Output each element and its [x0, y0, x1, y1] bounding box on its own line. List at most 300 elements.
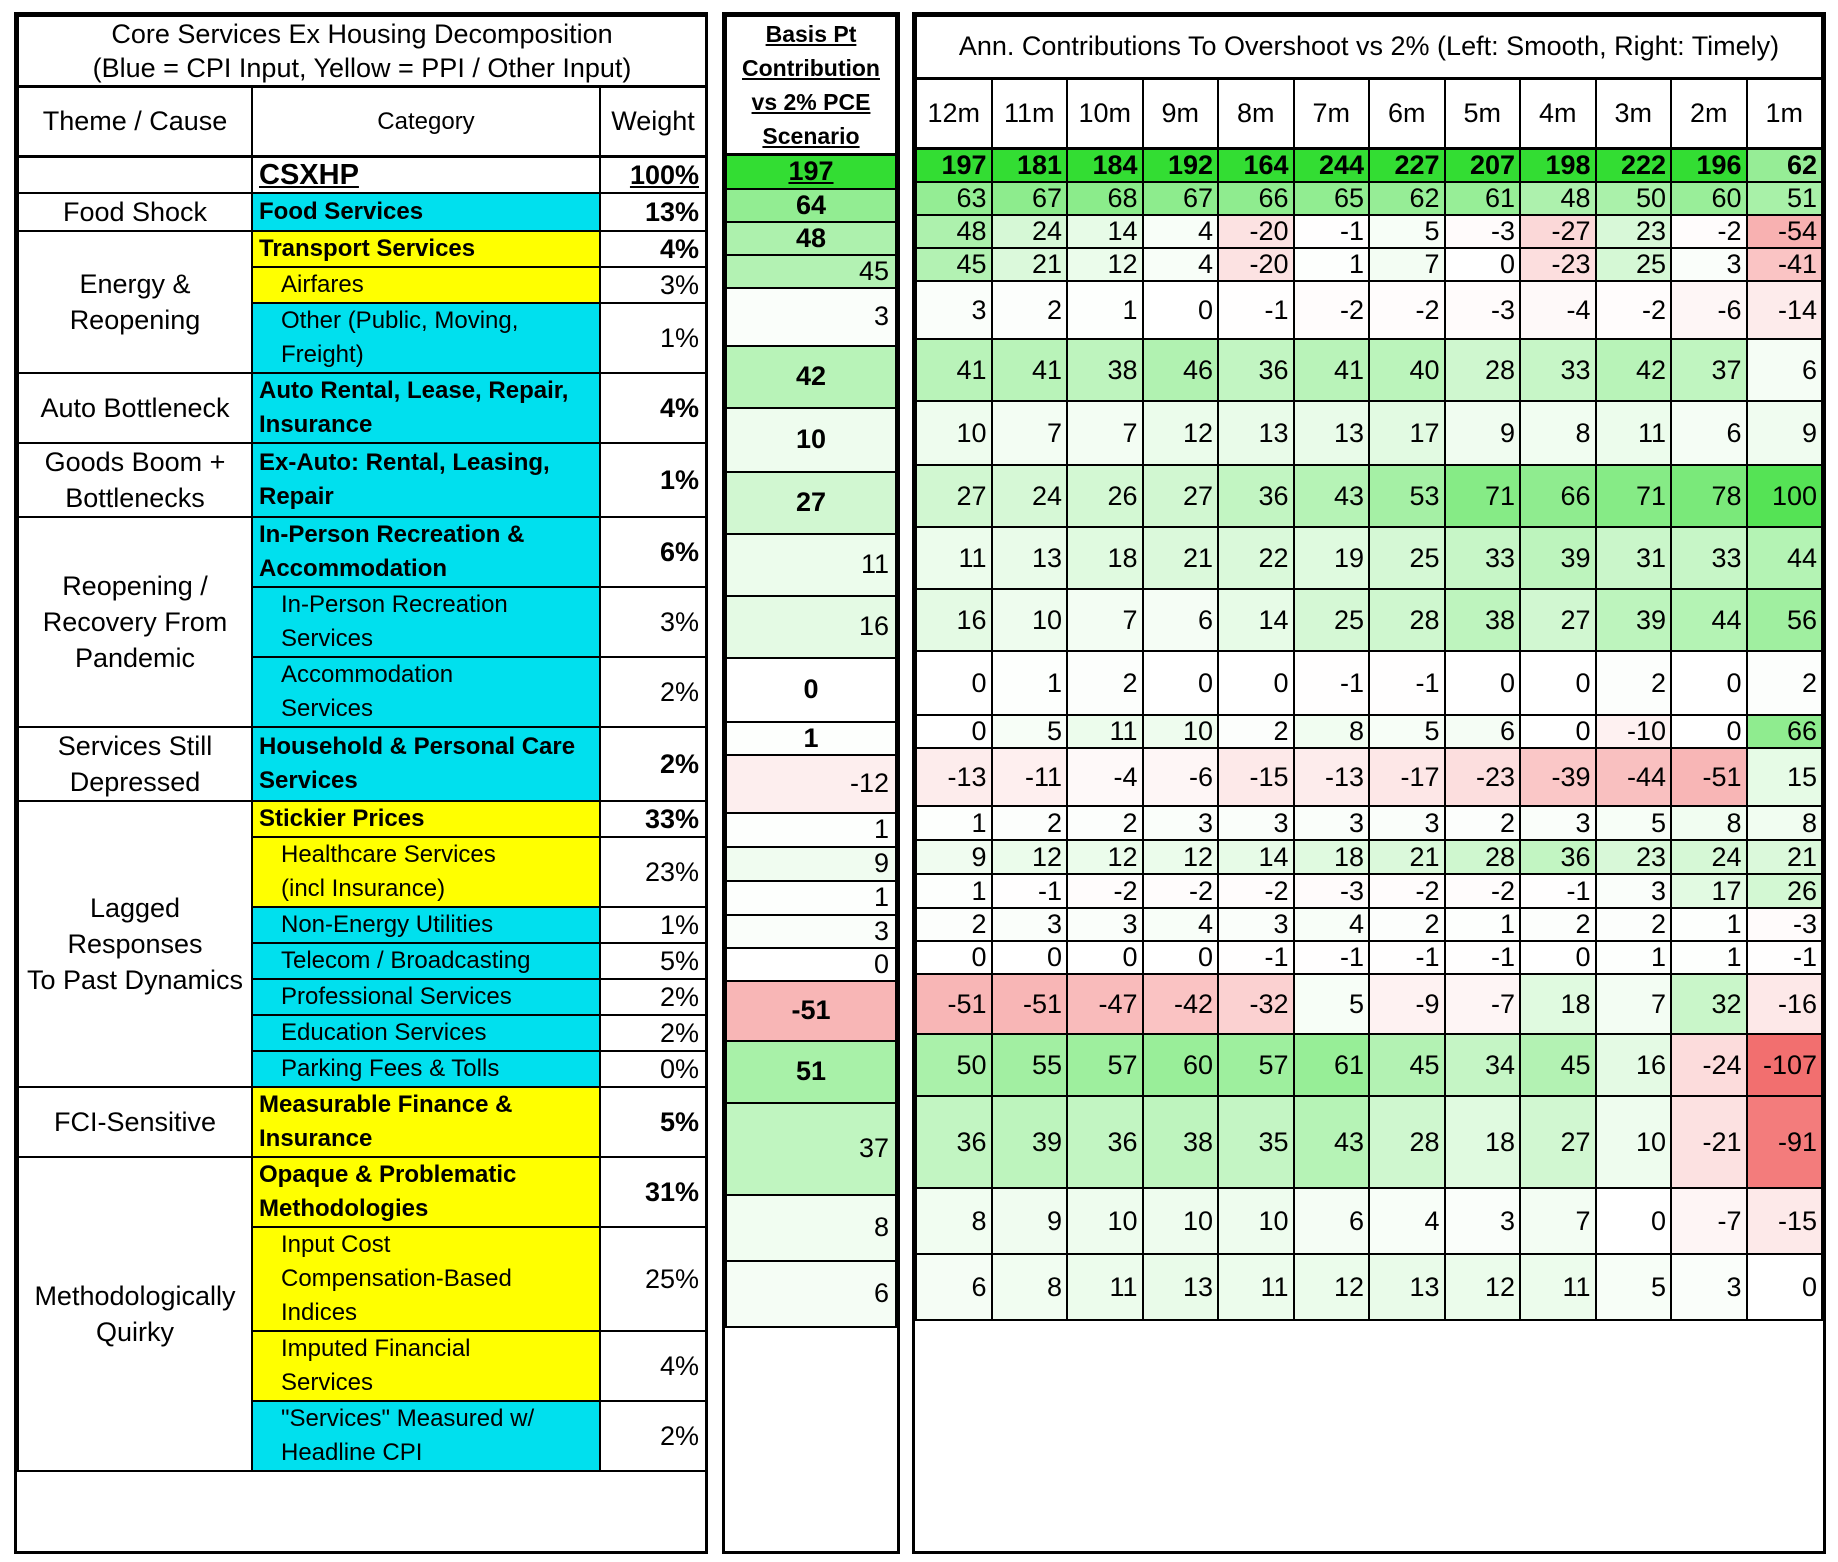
- value-cell: 0: [1143, 651, 1219, 715]
- value-cell: 38: [1143, 1096, 1219, 1188]
- left-panel: [14, 12, 708, 1554]
- value-row: [916, 715, 1822, 748]
- category-label-line: Auto Rental, Lease, Repair,: [259, 377, 569, 404]
- value-cell: 2: [1596, 908, 1672, 941]
- contribution-cell: 11: [726, 534, 896, 596]
- value-cell: 48: [916, 215, 992, 248]
- value-cell: 60: [1671, 182, 1747, 215]
- contribution-cell: -51: [726, 981, 896, 1041]
- value-cell: 10: [1143, 715, 1219, 748]
- value-cell: 2: [916, 908, 992, 941]
- value-cell: -1: [1294, 215, 1370, 248]
- weight-cell: 3%: [600, 587, 706, 657]
- weight-cell: 3%: [600, 267, 706, 303]
- period-header: 3m: [1596, 78, 1672, 148]
- value-cell: -20: [1218, 215, 1294, 248]
- table-row: [18, 193, 706, 231]
- value-cell: 7: [992, 401, 1068, 465]
- theme-cell: [18, 193, 252, 231]
- category-label-line: Services: [281, 1369, 374, 1396]
- value-cell: 12: [1067, 840, 1143, 874]
- value-cell: 31: [1596, 527, 1672, 589]
- value-cell: 3: [1218, 806, 1294, 840]
- category-label-line: Insurance: [259, 1125, 373, 1152]
- header-weight: Weight: [600, 87, 706, 157]
- category-label-line: Insurance: [259, 411, 373, 438]
- value-cell: 28: [1369, 1096, 1445, 1188]
- weight-cell: 5%: [600, 943, 706, 979]
- value-cell: 1: [1671, 941, 1747, 974]
- value-cell: 164: [1218, 148, 1294, 182]
- value-cell: 244: [1294, 148, 1370, 182]
- value-cell: -6: [1143, 748, 1219, 806]
- category-label-line: CSXHP: [259, 159, 359, 191]
- weight-cell: 2%: [600, 657, 706, 727]
- period-header: 10m: [1067, 78, 1143, 148]
- value-cell: 100: [1747, 465, 1823, 527]
- category-label-line: Services: [259, 767, 358, 794]
- contribution-cell: 10: [726, 408, 896, 472]
- value-cell: -54: [1747, 215, 1823, 248]
- contribution-cell: 27: [726, 472, 896, 534]
- mid-row: [726, 408, 896, 472]
- left-table: [17, 15, 707, 1472]
- value-cell: 1: [1067, 281, 1143, 339]
- mid-row: [726, 222, 896, 255]
- value-cell: 48: [1520, 182, 1596, 215]
- weight-cell: 2%: [600, 727, 706, 801]
- table-row: [18, 443, 706, 517]
- mid-row: [726, 1261, 896, 1327]
- category-label-line: Parking Fees & Tolls: [281, 1055, 500, 1082]
- value-cell: 3: [1143, 806, 1219, 840]
- theme-label-line: Reopening: [69, 305, 201, 335]
- value-row: [916, 589, 1822, 651]
- value-cell: 3: [1671, 248, 1747, 281]
- value-cell: 16: [916, 589, 992, 651]
- mid-row: [726, 915, 896, 948]
- theme-cell: [18, 443, 252, 517]
- category-cell: [252, 1401, 600, 1471]
- category-cell: [252, 193, 600, 231]
- value-cell: 23: [1596, 840, 1672, 874]
- value-cell: 0: [1596, 1188, 1672, 1254]
- weight-cell: 4%: [600, 373, 706, 443]
- value-row: [916, 974, 1822, 1034]
- category-cell: [252, 1051, 600, 1087]
- table-title: [18, 16, 706, 87]
- period-header: 7m: [1294, 78, 1370, 148]
- value-cell: 6: [1445, 715, 1521, 748]
- value-cell: 5: [1596, 806, 1672, 840]
- value-cell: -15: [1218, 748, 1294, 806]
- category-cell: [252, 303, 600, 373]
- value-row: [916, 527, 1822, 589]
- value-cell: -2: [1596, 281, 1672, 339]
- value-cell: 3: [1218, 908, 1294, 941]
- theme-label-line: Reopening /: [62, 571, 208, 601]
- value-cell: 10: [1218, 1188, 1294, 1254]
- category-label-line: Services: [281, 695, 374, 722]
- weight-cell: 1%: [600, 303, 706, 373]
- category-label-line: Indices: [281, 1299, 358, 1326]
- category-cell: [252, 1015, 600, 1051]
- value-cell: 33: [1520, 339, 1596, 401]
- value-cell: 13: [1143, 1254, 1219, 1320]
- value-cell: 41: [992, 339, 1068, 401]
- theme-cell: [18, 231, 252, 373]
- theme-label-line: Depressed: [69, 767, 201, 797]
- value-cell: 13: [1218, 401, 1294, 465]
- value-row: [916, 941, 1822, 974]
- header-theme: Theme / Cause: [18, 87, 252, 157]
- value-row: [916, 281, 1822, 339]
- value-cell: 13: [1369, 1254, 1445, 1320]
- value-row: [916, 148, 1822, 182]
- contribution-cell: 16: [726, 596, 896, 658]
- category-label-line: Ex-Auto: Rental, Leasing,: [259, 449, 550, 476]
- value-cell: 65: [1294, 182, 1370, 215]
- table-row: [18, 727, 706, 801]
- value-cell: 39: [1596, 589, 1672, 651]
- category-cell: [252, 373, 600, 443]
- mid-row: [726, 981, 896, 1041]
- mid-row: [726, 255, 896, 288]
- value-cell: -27: [1520, 215, 1596, 248]
- value-cell: 21: [992, 248, 1068, 281]
- value-cell: 10: [916, 401, 992, 465]
- weight-cell: 25%: [600, 1227, 706, 1331]
- weight-cell: 33%: [600, 801, 706, 837]
- value-cell: 12: [1143, 401, 1219, 465]
- value-cell: 12: [1067, 248, 1143, 281]
- value-cell: 21: [1369, 840, 1445, 874]
- value-cell: 11: [916, 527, 992, 589]
- value-cell: 2: [1596, 651, 1672, 715]
- contribution-cell: 1: [726, 881, 896, 915]
- title-line-1: Core Services Ex Housing Decomposition: [111, 19, 613, 49]
- value-cell: 24: [992, 465, 1068, 527]
- table-row: [18, 1157, 706, 1227]
- value-cell: 7: [1067, 589, 1143, 651]
- value-row: [916, 1254, 1822, 1320]
- value-cell: 57: [1067, 1034, 1143, 1096]
- category-cell: [252, 801, 600, 837]
- weight-cell: 23%: [600, 837, 706, 907]
- value-cell: -17: [1369, 748, 1445, 806]
- weight-cell: 2%: [600, 1401, 706, 1471]
- value-cell: 32: [1671, 974, 1747, 1034]
- value-cell: 207: [1445, 148, 1521, 182]
- value-cell: 14: [1218, 840, 1294, 874]
- theme-label-line: Auto Bottleneck: [40, 393, 230, 423]
- value-cell: -21: [1671, 1096, 1747, 1188]
- value-cell: 39: [1520, 527, 1596, 589]
- contribution-cell: 51: [726, 1041, 896, 1103]
- value-cell: 2: [1218, 715, 1294, 748]
- value-cell: 67: [992, 182, 1068, 215]
- category-label-line: Headline CPI: [281, 1439, 423, 1466]
- mid-table: [725, 15, 897, 1328]
- header-category: Category: [252, 87, 600, 157]
- value-cell: -107: [1747, 1034, 1823, 1096]
- contribution-cell: 45: [726, 255, 896, 288]
- period-header: 8m: [1218, 78, 1294, 148]
- value-cell: 12: [992, 840, 1068, 874]
- category-label-line: Accommodation: [281, 661, 454, 688]
- category-label-line: In-Person Recreation: [281, 591, 508, 618]
- value-row: [916, 651, 1822, 715]
- value-cell: 3: [1369, 806, 1445, 840]
- value-cell: -42: [1143, 974, 1219, 1034]
- value-cell: 71: [1445, 465, 1521, 527]
- value-cell: -51: [916, 974, 992, 1034]
- value-cell: 3: [992, 908, 1068, 941]
- value-cell: -3: [1294, 874, 1370, 908]
- value-cell: 0: [1520, 715, 1596, 748]
- value-cell: 10: [1067, 1188, 1143, 1254]
- value-cell: 26: [1747, 874, 1823, 908]
- value-cell: -2: [1067, 874, 1143, 908]
- category-label-line: Non-Energy Utilities: [281, 911, 494, 938]
- value-cell: -20: [1218, 248, 1294, 281]
- value-cell: -1: [1218, 281, 1294, 339]
- value-cell: 2: [992, 281, 1068, 339]
- value-cell: -44: [1596, 748, 1672, 806]
- value-cell: 15: [1747, 748, 1823, 806]
- category-label-line: Household & Personal Care: [259, 733, 576, 760]
- theme-label-line: Methodologically: [34, 1281, 236, 1311]
- value-cell: 12: [1294, 1254, 1370, 1320]
- weight-cell: 13%: [600, 193, 706, 231]
- value-cell: -1: [1747, 941, 1823, 974]
- value-cell: -41: [1747, 248, 1823, 281]
- mid-panel: [722, 12, 900, 1554]
- value-cell: 45: [916, 248, 992, 281]
- value-cell: 5: [1369, 715, 1445, 748]
- category-label-line: Opaque & Problematic: [259, 1161, 517, 1188]
- category-label-line: Accommodation: [259, 555, 448, 582]
- category-cell: [252, 517, 600, 587]
- value-cell: -7: [1671, 1188, 1747, 1254]
- category-cell: [252, 907, 600, 943]
- category-label-line: Methodologies: [259, 1195, 429, 1222]
- category-cell: [252, 157, 600, 194]
- value-row: [916, 401, 1822, 465]
- value-cell: 21: [1747, 840, 1823, 874]
- value-cell: 3: [1596, 874, 1672, 908]
- contribution-cell: 37: [726, 1103, 896, 1195]
- value-row: [916, 748, 1822, 806]
- value-cell: -1: [1294, 941, 1370, 974]
- contribution-cell: 64: [726, 189, 896, 222]
- value-cell: -3: [1445, 215, 1521, 248]
- value-cell: 2: [992, 806, 1068, 840]
- value-cell: 9: [916, 840, 992, 874]
- category-label-line: Airfares: [281, 271, 364, 298]
- table-row: [18, 1087, 706, 1157]
- contribution-cell: 0: [726, 948, 896, 981]
- category-label-line: "Services" Measured w/: [281, 1405, 535, 1432]
- contribution-cell: 1: [726, 813, 896, 847]
- value-cell: 38: [1067, 339, 1143, 401]
- value-cell: 4: [1294, 908, 1370, 941]
- category-label-line: Education Services: [281, 1019, 487, 1046]
- value-cell: 0: [1520, 651, 1596, 715]
- mid-header-line: Basis Pt: [765, 21, 857, 47]
- value-cell: 17: [1671, 874, 1747, 908]
- theme-cell: [18, 517, 252, 727]
- value-cell: 8: [1671, 806, 1747, 840]
- value-cell: 36: [916, 1096, 992, 1188]
- value-cell: 0: [916, 651, 992, 715]
- value-cell: 23: [1596, 215, 1672, 248]
- mid-row: [726, 472, 896, 534]
- value-cell: 8: [1747, 806, 1823, 840]
- value-cell: 44: [1747, 527, 1823, 589]
- value-row: [916, 465, 1822, 527]
- value-cell: 11: [1067, 1254, 1143, 1320]
- value-cell: -2: [1143, 874, 1219, 908]
- theme-label-line: Quirky: [95, 1317, 174, 1347]
- value-cell: 36: [1218, 465, 1294, 527]
- category-label-line: Measurable Finance &: [259, 1091, 513, 1118]
- value-cell: 0: [1520, 941, 1596, 974]
- value-row: [916, 874, 1822, 908]
- value-cell: 0: [1143, 281, 1219, 339]
- value-cell: 16: [1596, 1034, 1672, 1096]
- category-label-line: (incl Insurance): [281, 875, 446, 902]
- value-cell: 14: [1067, 215, 1143, 248]
- value-cell: 41: [916, 339, 992, 401]
- theme-cell-empty: [18, 157, 252, 194]
- value-cell: -47: [1067, 974, 1143, 1034]
- value-cell: 3: [1671, 1254, 1747, 1320]
- value-row: [916, 339, 1822, 401]
- table-row: [18, 801, 706, 837]
- right-title: Ann. Contributions To Overshoot vs 2% (Left: Smooth, Right: Timely): [916, 16, 1822, 78]
- theme-label-line: Lagged Responses: [67, 893, 203, 959]
- value-cell: 6: [1671, 401, 1747, 465]
- value-cell: 2: [1067, 651, 1143, 715]
- value-cell: -23: [1445, 748, 1521, 806]
- value-cell: 2: [1747, 651, 1823, 715]
- category-cell: [252, 1087, 600, 1157]
- value-cell: -3: [1747, 908, 1823, 941]
- contribution-cell: 0: [726, 658, 896, 722]
- value-cell: 12: [1143, 840, 1219, 874]
- value-cell: -9: [1369, 974, 1445, 1034]
- value-cell: 4: [1143, 215, 1219, 248]
- mid-row: [726, 155, 896, 189]
- value-cell: 1: [1596, 941, 1672, 974]
- value-cell: -1: [992, 874, 1068, 908]
- theme-label-line: Goods Boom +: [44, 447, 226, 477]
- value-cell: 5: [992, 715, 1068, 748]
- value-cell: 5: [1596, 1254, 1672, 1320]
- weight-cell: 1%: [600, 907, 706, 943]
- value-cell: 0: [1143, 941, 1219, 974]
- value-cell: -4: [1520, 281, 1596, 339]
- value-cell: 67: [1143, 182, 1219, 215]
- category-label-line: Transport Services: [259, 235, 476, 262]
- value-cell: 25: [1294, 589, 1370, 651]
- value-cell: 8: [992, 1254, 1068, 1320]
- value-cell: 36: [1218, 339, 1294, 401]
- period-header: 9m: [1143, 78, 1219, 148]
- category-label-line: Input Cost: [281, 1231, 391, 1258]
- value-cell: 19: [1294, 527, 1370, 589]
- value-cell: 41: [1294, 339, 1370, 401]
- value-cell: 35: [1218, 1096, 1294, 1188]
- value-cell: 4: [1143, 248, 1219, 281]
- value-cell: 22: [1218, 527, 1294, 589]
- value-cell: 53: [1369, 465, 1445, 527]
- category-label-line: Stickier Prices: [259, 805, 425, 832]
- value-cell: 227: [1369, 148, 1445, 182]
- value-cell: 60: [1143, 1034, 1219, 1096]
- value-cell: 56: [1747, 589, 1823, 651]
- weight-cell: 1%: [600, 443, 706, 517]
- value-cell: 57: [1218, 1034, 1294, 1096]
- table-row: [18, 157, 706, 194]
- value-cell: 3: [1520, 806, 1596, 840]
- mid-row: [726, 288, 896, 346]
- value-cell: 0: [1218, 651, 1294, 715]
- value-cell: 11: [1218, 1254, 1294, 1320]
- period-header: 1m: [1747, 78, 1823, 148]
- category-cell: [252, 231, 600, 267]
- value-cell: -1: [1520, 874, 1596, 908]
- value-cell: 78: [1671, 465, 1747, 527]
- value-cell: 1: [916, 806, 992, 840]
- category-label-line: Services: [281, 625, 374, 652]
- value-cell: 198: [1520, 148, 1596, 182]
- value-cell: 50: [1596, 182, 1672, 215]
- value-cell: 63: [916, 182, 992, 215]
- value-cell: -7: [1445, 974, 1521, 1034]
- value-cell: 192: [1143, 148, 1219, 182]
- right-panel: [912, 12, 1826, 1554]
- value-cell: 181: [992, 148, 1068, 182]
- value-cell: 25: [1369, 527, 1445, 589]
- value-cell: 28: [1369, 589, 1445, 651]
- value-cell: 40: [1369, 339, 1445, 401]
- mid-row: [726, 722, 896, 755]
- value-cell: 5: [1369, 215, 1445, 248]
- contribution-cell: 48: [726, 222, 896, 255]
- value-cell: 17: [1369, 401, 1445, 465]
- value-cell: 3: [1067, 908, 1143, 941]
- value-cell: 0: [1445, 651, 1521, 715]
- value-cell: -2: [1445, 874, 1521, 908]
- mid-row: [726, 1041, 896, 1103]
- value-cell: 66: [1747, 715, 1823, 748]
- category-cell: [252, 587, 600, 657]
- value-row: [916, 248, 1822, 281]
- mid-row: [726, 346, 896, 408]
- value-cell: 43: [1294, 465, 1370, 527]
- category-label-line: Freight): [281, 341, 364, 368]
- value-cell: 10: [1596, 1096, 1672, 1188]
- period-header: 11m: [992, 78, 1068, 148]
- period-header: 2m: [1671, 78, 1747, 148]
- theme-cell: [18, 1087, 252, 1157]
- contribution-cell: -12: [726, 755, 896, 813]
- mid-header-line: Contribution: [742, 55, 880, 81]
- mid-row: [726, 813, 896, 847]
- category-label-line: In-Person Recreation &: [259, 521, 525, 548]
